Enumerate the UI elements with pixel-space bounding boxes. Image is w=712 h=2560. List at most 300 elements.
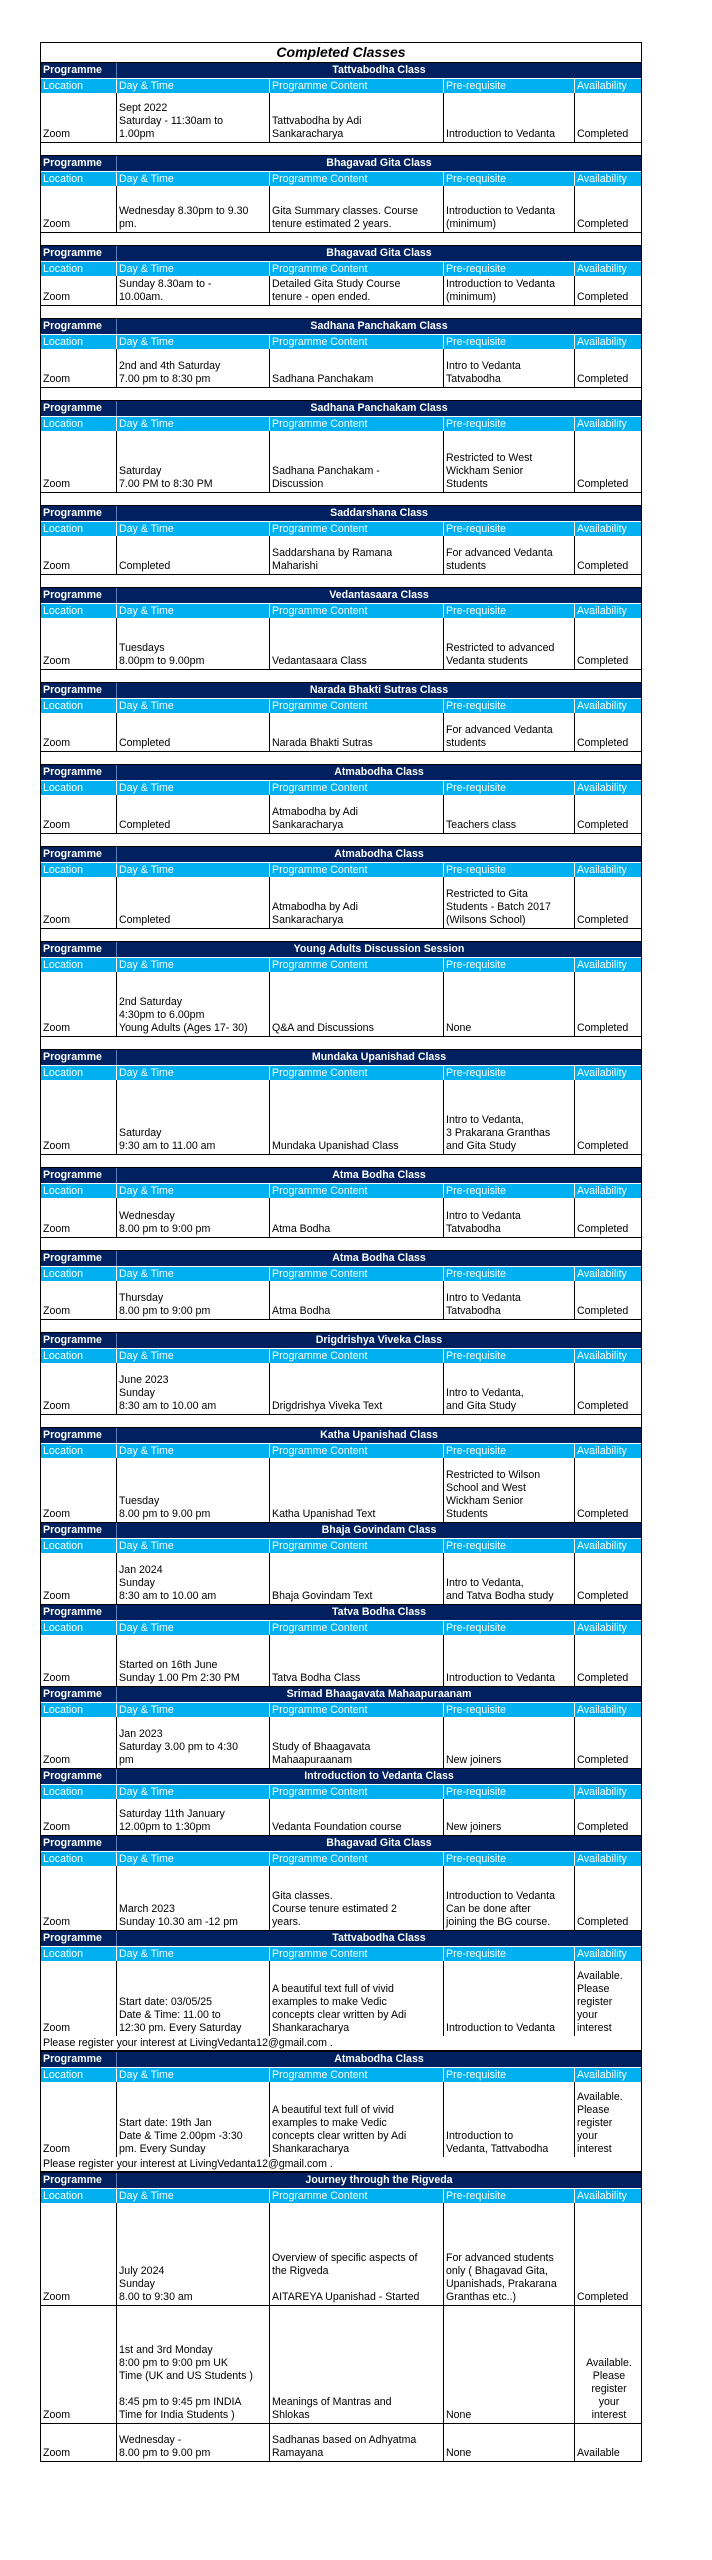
programme-header (41, 1931, 641, 1946)
column-header-prerequisite: Pre-requisite (444, 262, 575, 276)
column-headers (41, 334, 641, 349)
column-header-content: Programme Content (270, 1444, 444, 1458)
day-time-cell: Start date: 03/05/25 Date & Time: 11.00 to 12:30 pm. Every Saturday (117, 1961, 270, 2036)
content-cell: Vedanta Foundation course (270, 1799, 444, 1835)
programme-header (41, 1428, 641, 1443)
table-row (41, 1799, 641, 1835)
table-row (41, 2203, 641, 2305)
table-row (41, 1717, 641, 1768)
column-header-location: Location (41, 1785, 117, 1799)
programme-block (41, 1687, 641, 1769)
column-headers (41, 416, 641, 431)
location-cell: Zoom (41, 186, 117, 232)
location-cell: Zoom (41, 536, 117, 574)
programme-name: Narada Bhakti Sutras Class (309, 684, 449, 696)
programme-header (41, 2052, 641, 2067)
location-cell: Zoom (41, 1553, 117, 1604)
programme-header (41, 1605, 641, 1620)
column-header-location: Location (41, 1267, 117, 1281)
prerequisite-cell: Intro to Vedanta, and Gita Study (444, 1363, 575, 1414)
column-headers (41, 1946, 641, 1961)
programme-block (41, 1931, 641, 2052)
programme-name: Atmabodha Class (334, 848, 424, 860)
column-header-prerequisite: Pre-requisite (444, 604, 575, 618)
content-cell: A beautiful text full of vivid examples to make Vedic concepts clear written by Adi Shankaracharya (270, 1961, 444, 2036)
column-header-prerequisite: Pre-requisite (444, 1539, 575, 1553)
prerequisite-cell: None (444, 972, 575, 1036)
column-header-prerequisite: Pre-requisite (444, 1703, 575, 1717)
content-cell: Katha Upanishad Text (270, 1458, 444, 1522)
programme-block (41, 506, 641, 575)
section-spacer (41, 233, 641, 246)
programme-label: Programme (41, 1168, 117, 1183)
programme-header (41, 1168, 641, 1183)
prerequisite-cell: New joiners (444, 1717, 575, 1768)
programme-label: Programme (41, 246, 117, 261)
column-header-prerequisite: Pre-requisite (444, 522, 575, 536)
column-headers (41, 171, 641, 186)
column-headers (41, 1851, 641, 1866)
schedule-sheet (40, 42, 642, 2462)
location-cell: Zoom (41, 877, 117, 928)
column-headers (41, 521, 641, 536)
programme-header (41, 1836, 641, 1851)
availability-cell: Completed (577, 1754, 629, 1767)
column-header-content: Programme Content (270, 1349, 444, 1363)
day-time-cell: Wednesday - 8.00 pm to 9.00 pm (117, 2424, 270, 2461)
column-header-prerequisite: Pre-requisite (444, 1066, 575, 1080)
day-time-cell: March 2023 Sunday 10.30 am -12 pm (117, 1866, 270, 1930)
programme-block (41, 246, 641, 306)
content-cell: Atmabodha by Adi Sankaracharya (270, 877, 444, 928)
programme-header (41, 319, 641, 334)
day-time-cell: 2nd and 4th Saturday 7.00 pm to 8:30 pm (117, 349, 270, 387)
table-row (41, 1866, 641, 1930)
programme-label: Programme (41, 1605, 117, 1620)
column-headers (41, 957, 641, 972)
column-header-location: Location (41, 1947, 117, 1961)
column-header-day-time: Day & Time (117, 863, 270, 877)
day-time-cell: Completed (117, 795, 270, 833)
section-spacer (41, 575, 641, 588)
column-header-availability: Availability (577, 864, 627, 876)
programme-block (41, 847, 641, 929)
column-header-location: Location (41, 2068, 117, 2082)
availability-cell: Completed (577, 1400, 629, 1413)
column-header-day-time: Day & Time (117, 1349, 270, 1363)
column-header-availability: Availability (577, 523, 627, 535)
day-time-cell: Start date: 19th Jan Date & Time 2.00pm -3:30 pm. Every Sunday (117, 2082, 270, 2157)
programme-header (41, 401, 641, 416)
programme-label: Programme (41, 63, 117, 78)
day-time-cell: Started on 16th June Sunday 1.00 Pm 2:30 PM (117, 1635, 270, 1686)
table-row (41, 1281, 641, 1319)
day-time-cell: Completed (117, 713, 270, 751)
programme-block (41, 1050, 641, 1155)
column-header-day-time: Day & Time (117, 1703, 270, 1717)
availability-cell: Completed (577, 128, 629, 141)
column-header-location: Location (41, 2189, 117, 2203)
availability-cell: Completed (577, 2291, 629, 2304)
availability-cell: Completed (577, 373, 629, 386)
table-row (41, 2305, 641, 2423)
prerequisite-cell: Restricted to advanced Vedanta students (444, 618, 575, 669)
programme-header (41, 588, 641, 603)
availability-cell: Completed (577, 819, 629, 832)
column-headers (41, 1065, 641, 1080)
prerequisite-cell: Introduction to Vedanta (444, 1961, 575, 2036)
programme-header (41, 847, 641, 862)
programme-name: Atmabodha Class (334, 766, 424, 778)
prerequisite-cell: For advanced students only ( Bhagavad Gita, Upanishads, Prakarana Granthas etc..) (444, 2203, 575, 2305)
availability-cell: Completed (577, 914, 629, 927)
section-spacer (41, 143, 641, 156)
programme-block (41, 1333, 641, 1415)
column-header-availability: Availability (577, 1622, 627, 1634)
column-header-day-time: Day & Time (117, 2189, 270, 2203)
day-time-cell: June 2023 Sunday 8:30 am to 10.00 am (117, 1363, 270, 1414)
day-time-cell: Sept 2022 Saturday - 11:30am to 1.00pm (117, 93, 270, 142)
column-header-location: Location (41, 1349, 117, 1363)
availability-cell: Completed (577, 737, 629, 750)
column-header-location: Location (41, 1184, 117, 1198)
column-header-content: Programme Content (270, 522, 444, 536)
column-header-prerequisite: Pre-requisite (444, 1621, 575, 1635)
section-spacer (41, 834, 641, 847)
programme-header (41, 1333, 641, 1348)
column-headers (41, 78, 641, 93)
location-cell: Zoom (41, 276, 117, 305)
table-row (41, 1553, 641, 1604)
location-cell: Zoom (41, 1635, 117, 1686)
section-spacer (41, 1037, 641, 1050)
column-header-content: Programme Content (270, 1785, 444, 1799)
column-header-availability: Availability (577, 1185, 627, 1197)
prerequisite-cell: Introduction to Vedanta (444, 93, 575, 142)
programme-label: Programme (41, 319, 117, 334)
column-header-content: Programme Content (270, 1852, 444, 1866)
column-header-availability: Availability (577, 2190, 627, 2202)
day-time-cell: Jan 2023 Saturday 3.00 pm to 4:30 pm (117, 1717, 270, 1768)
column-header-availability: Availability (577, 782, 627, 794)
column-header-day-time: Day & Time (117, 335, 270, 349)
programme-name: Atmabodha Class (334, 2053, 424, 2065)
prerequisite-cell: Intro to Vedanta, 3 Prakarana Granthas and Gita Study (444, 1080, 575, 1154)
programme-name: Tatva Bodha Class (332, 1606, 426, 1618)
day-time-cell: 2nd Saturday 4:30pm to 6.00pm Young Adults (Ages 17- 30) (117, 972, 270, 1036)
content-cell: Atmabodha by Adi Sankaracharya (270, 795, 444, 833)
day-time-cell: Completed (117, 536, 270, 574)
prerequisite-cell: Intro to Vedanta Tatvabodha (444, 1198, 575, 1237)
column-header-availability: Availability (577, 418, 627, 430)
column-header-prerequisite: Pre-requisite (444, 1184, 575, 1198)
content-cell: Drigdrishya Viveka Text (270, 1363, 444, 1414)
location-cell: Zoom (41, 93, 117, 142)
column-header-location: Location (41, 699, 117, 713)
programme-name: Atma Bodha Class (332, 1252, 426, 1264)
programme-header (41, 1687, 641, 1702)
day-time-cell: Tuesdays 8.00pm to 9.00pm (117, 618, 270, 669)
column-header-availability: Availability (577, 263, 627, 275)
register-note: Please register your interest at LivingVedanta12@gmail.com . (41, 2157, 641, 2172)
column-header-location: Location (41, 417, 117, 431)
content-cell: Atma Bodha (270, 1281, 444, 1319)
table-row (41, 713, 641, 751)
availability-cell: Completed (577, 1508, 629, 1521)
programme-block (41, 1523, 641, 1605)
location-cell: Zoom (41, 2306, 117, 2423)
section-spacer (41, 670, 641, 683)
programme-name: Srimad Bhaagavata Mahaapuraanam (286, 1688, 472, 1700)
programme-name: Sadhana Panchakam Class (310, 320, 448, 332)
table-row (41, 1635, 641, 1686)
column-header-location: Location (41, 1539, 117, 1553)
column-headers (41, 780, 641, 795)
programme-block (41, 765, 641, 834)
programme-header (41, 942, 641, 957)
location-cell: Zoom (41, 1198, 117, 1237)
column-header-availability: Availability (577, 1268, 627, 1280)
day-time-cell: Wednesday 8.30pm to 9.30 pm. (117, 186, 270, 232)
table-row (41, 276, 641, 305)
prerequisite-cell: For advanced Vedanta students (444, 536, 575, 574)
content-cell: Gita classes. Course tenure estimated 2 years. (270, 1866, 444, 1930)
column-headers (41, 1538, 641, 1553)
content-cell: Meanings of Mantras and Shlokas (270, 2306, 444, 2423)
prerequisite-cell: Introduction to Vedanta, Tattvabodha (444, 2082, 575, 2157)
programme-header (41, 1769, 641, 1784)
column-header-availability: Availability (577, 1350, 627, 1362)
availability-cell: Available. Please register your interest (577, 1970, 623, 2035)
prerequisite-cell: Introduction to Vedanta Can be done after joining the BG course. (444, 1866, 575, 1930)
availability-cell: Completed (577, 1140, 629, 1153)
prerequisite-cell: Restricted to West Wickham Senior Students (444, 431, 575, 492)
column-header-location: Location (41, 863, 117, 877)
column-header-location: Location (41, 1621, 117, 1635)
prerequisite-cell: Intro to Vedanta Tatvabodha (444, 349, 575, 387)
day-time-cell: Thursday 8.00 pm to 9:00 pm (117, 1281, 270, 1319)
programme-header (41, 765, 641, 780)
column-header-content: Programme Content (270, 335, 444, 349)
programme-name: Atma Bodha Class (332, 1169, 426, 1181)
day-time-cell: Completed (117, 877, 270, 928)
availability-cell: Completed (577, 1022, 629, 1035)
column-header-location: Location (41, 262, 117, 276)
prerequisite-cell: Restricted to Gita Students - Batch 2017 (Wilsons School) (444, 877, 575, 928)
programme-name: Saddarshana Class (330, 507, 428, 519)
column-header-content: Programme Content (270, 262, 444, 276)
column-headers (41, 1620, 641, 1635)
programme-label: Programme (41, 2052, 117, 2067)
location-cell: Zoom (41, 1458, 117, 1522)
location-cell: Zoom (41, 2424, 117, 2461)
column-header-location: Location (41, 79, 117, 93)
column-header-prerequisite: Pre-requisite (444, 172, 575, 186)
programme-name: Introduction to Vedanta Class (304, 1770, 454, 1782)
prerequisite-cell: Intro to Vedanta, and Tatva Bodha study (444, 1553, 575, 1604)
column-header-location: Location (41, 958, 117, 972)
column-header-availability: Availability (577, 1704, 627, 1716)
column-header-location: Location (41, 172, 117, 186)
column-header-day-time: Day & Time (117, 172, 270, 186)
column-header-prerequisite: Pre-requisite (444, 781, 575, 795)
content-cell: Sadhanas based on Adhyatma Ramayana (270, 2424, 444, 2461)
column-header-location: Location (41, 1852, 117, 1866)
programme-name: Tattvabodha Class (332, 1932, 426, 1944)
column-header-day-time: Day & Time (117, 699, 270, 713)
availability-cell: Available. Please register your interest (586, 2357, 632, 2422)
column-header-location: Location (41, 1066, 117, 1080)
column-header-prerequisite: Pre-requisite (444, 1947, 575, 1961)
location-cell: Zoom (41, 1281, 117, 1319)
prerequisite-cell: New joiners (444, 1799, 575, 1835)
programme-label: Programme (41, 1931, 117, 1946)
column-header-prerequisite: Pre-requisite (444, 1444, 575, 1458)
section-spacer (41, 752, 641, 765)
column-header-content: Programme Content (270, 2068, 444, 2082)
programme-block (41, 1251, 641, 1320)
column-headers (41, 1784, 641, 1799)
availability-cell: Completed (577, 291, 629, 304)
day-time-cell: July 2024 Sunday 8.00 to 9:30 am (117, 2203, 270, 2305)
programme-block (41, 2173, 641, 2462)
programme-label: Programme (41, 1251, 117, 1266)
table-row (41, 186, 641, 232)
programme-label: Programme (41, 2173, 117, 2188)
section-spacer (41, 1415, 641, 1428)
programme-label: Programme (41, 683, 117, 698)
column-header-content: Programme Content (270, 958, 444, 972)
column-header-location: Location (41, 781, 117, 795)
day-time-cell: Wednesday 8.00 pm to 9:00 pm (117, 1198, 270, 1237)
programme-label: Programme (41, 401, 117, 416)
availability-cell: Available (577, 2447, 620, 2460)
prerequisite-cell: Introduction to Vedanta (minimum) (444, 186, 575, 232)
section-spacer (41, 493, 641, 506)
location-cell: Zoom (41, 2082, 117, 2157)
column-header-content: Programme Content (270, 417, 444, 431)
day-time-cell: Jan 2024 Sunday 8:30 am to 10.00 am (117, 1553, 270, 1604)
programme-label: Programme (41, 506, 117, 521)
column-header-location: Location (41, 1703, 117, 1717)
programme-label: Programme (41, 1523, 117, 1538)
column-header-content: Programme Content (270, 1539, 444, 1553)
content-cell: Atma Bodha (270, 1198, 444, 1237)
column-header-day-time: Day & Time (117, 1785, 270, 1799)
column-header-availability: Availability (577, 1948, 627, 1960)
programme-label: Programme (41, 1836, 117, 1851)
day-time-cell: Saturday 7.00 PM to 8:30 PM (117, 431, 270, 492)
prerequisite-cell: Introduction to Vedanta (444, 1635, 575, 1686)
table-row (41, 1961, 641, 2036)
column-header-location: Location (41, 522, 117, 536)
availability-cell: Completed (577, 1916, 629, 1929)
programme-name: Bhagavad Gita Class (326, 1837, 432, 1849)
column-header-content: Programme Content (270, 1066, 444, 1080)
column-header-prerequisite: Pre-requisite (444, 1852, 575, 1866)
register-note: Please register your interest at LivingVedanta12@gmail.com . (41, 2036, 641, 2051)
location-cell: Zoom (41, 1866, 117, 1930)
location-cell: Zoom (41, 795, 117, 833)
location-cell: Zoom (41, 349, 117, 387)
column-header-day-time: Day & Time (117, 1267, 270, 1281)
column-header-content: Programme Content (270, 1184, 444, 1198)
programme-block (41, 319, 641, 388)
column-headers (41, 2067, 641, 2082)
section-spacer (41, 1238, 641, 1251)
day-time-cell: Sunday 8.30am to - 10.00am. (117, 276, 270, 305)
programme-block (41, 683, 641, 752)
column-header-content: Programme Content (270, 1621, 444, 1635)
programme-block (41, 1168, 641, 1238)
programme-name: Sadhana Panchakam Class (310, 402, 448, 414)
column-header-availability: Availability (577, 80, 627, 92)
programme-block (41, 2052, 641, 2173)
content-cell: Saddarshana by Ramana Maharishi (270, 536, 444, 574)
column-headers (41, 862, 641, 877)
column-header-day-time: Day & Time (117, 1444, 270, 1458)
column-header-day-time: Day & Time (117, 958, 270, 972)
table-row (41, 1458, 641, 1522)
column-header-content: Programme Content (270, 863, 444, 877)
programme-label: Programme (41, 1050, 117, 1065)
column-header-day-time: Day & Time (117, 522, 270, 536)
prerequisite-cell: Restricted to Wilson School and West Wickham Senior Students (444, 1458, 575, 1522)
location-cell: Zoom (41, 1717, 117, 1768)
location-cell: Zoom (41, 1961, 117, 2036)
table-row (41, 536, 641, 574)
location-cell: Zoom (41, 1799, 117, 1835)
programme-block (41, 588, 641, 670)
column-header-day-time: Day & Time (117, 1184, 270, 1198)
content-cell: Overview of specific aspects of the Rigveda AITAREYA Upanishad - Started (270, 2203, 444, 2305)
programme-header (41, 246, 641, 261)
section-spacer (41, 388, 641, 401)
column-header-day-time: Day & Time (117, 1066, 270, 1080)
content-cell: Narada Bhakti Sutras (270, 713, 444, 751)
table-row (41, 93, 641, 142)
availability-cell: Completed (577, 560, 629, 573)
column-header-availability: Availability (577, 605, 627, 617)
programme-block (41, 1769, 641, 1836)
column-headers (41, 1702, 641, 1717)
column-header-day-time: Day & Time (117, 417, 270, 431)
section-spacer (41, 929, 641, 942)
programme-block (41, 156, 641, 233)
content-cell: Vedantasaara Class (270, 618, 444, 669)
programme-name: Young Adults Discussion Session (293, 943, 465, 955)
programme-header (41, 1251, 641, 1266)
prerequisite-cell: None (444, 2306, 575, 2423)
prerequisite-cell: Intro to Vedanta Tatvabodha (444, 1281, 575, 1319)
content-cell: A beautiful text full of vivid examples to make Vedic concepts clear written by Adi Shankaracharya (270, 2082, 444, 2157)
table-row (41, 349, 641, 387)
column-headers (41, 1348, 641, 1363)
programme-block (41, 401, 641, 493)
availability-cell: Completed (577, 1223, 629, 1236)
availability-cell: Completed (577, 1305, 629, 1318)
content-cell: Sadhana Panchakam (270, 349, 444, 387)
table-row (41, 1363, 641, 1414)
programme-name: Mundaka Upanishad Class (311, 1051, 447, 1063)
content-cell: Mundaka Upanishad Class (270, 1080, 444, 1154)
content-cell: Gita Summary classes. Course tenure estimated 2 years. (270, 186, 444, 232)
column-headers (41, 1183, 641, 1198)
content-cell: Q&A and Discussions (270, 972, 444, 1036)
location-cell: Zoom (41, 713, 117, 751)
column-header-day-time: Day & Time (117, 262, 270, 276)
prerequisite-cell: For advanced Vedanta students (444, 713, 575, 751)
